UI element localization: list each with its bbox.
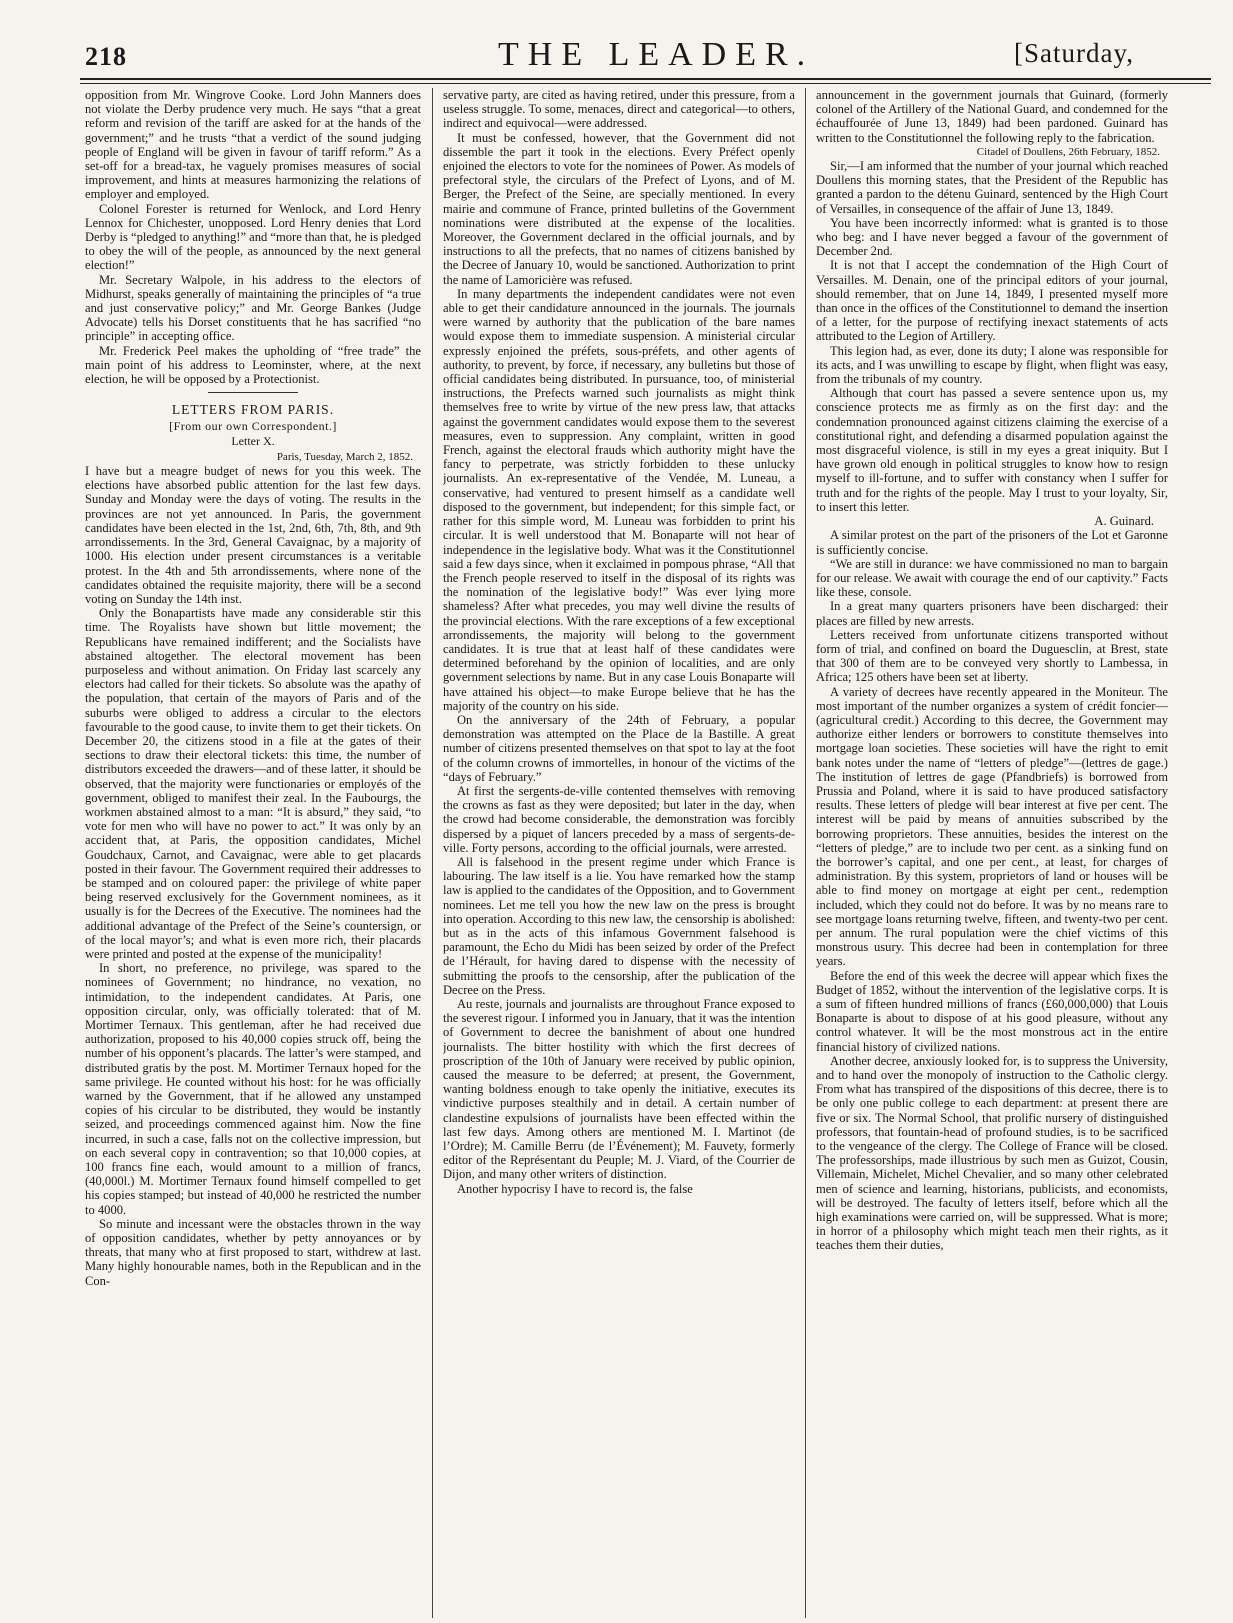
section-heading: LETTERS FROM PARIS.	[171, 402, 335, 418]
dateline: Paris, Tuesday, March 2, 1852.	[276, 450, 413, 463]
paragraph: You have been incorrectly informed: what is granted is to those who beg: and I have never begged a favour of the government of December 2nd.	[816, 215, 1168, 259]
paragraph: So minute and incessant were the obstacles thrown in the way of opposition candidates, whether by petty annoyances or by threats, that many who at first proposed to start, withdrew at last. Many highly honourable names, both in the Republican and in the Con-	[85, 1216, 421, 1288]
paragraph: Mr. Secretary Walpole, in his address to the electors of Midhurst, speaks generally of maintaining the principles of “a true and just conservative policy;” and Mr. George Bankes (Judge Advocate) tells his Dorset constituents that he has sacrified “no principle” in accepting office.	[85, 272, 421, 344]
column-1	[85, 88, 421, 1616]
paragraph: A variety of decrees have recently appeared in the Moniteur. The most important of the number organizes a system of crédit foncier—(agricultural credit.) According to this decree, the Government may authorize either lenders or borrowers to constitute themselves into mortgage loan societies. These societies will have the right to emit bank notes under the name of “letters of pledge”—(lettres de gage.) The institution of lettres de gage (Pfandbriefs) is borrowed from Prussia and Poland, where it is said to have produced satisfactory results. These letters of pledge will bear interest at five per cent. The interest will be paid by means of annuities subscribed by the borrowing proprietors. These annuities, besides the interest on the “letters of pledge,” are to include two per cent. as a sinking fund on the borrower’s capital, and one per cent., at least, for charges of administration. By this system, proprietors of land or houses will be able to find money on mortgage at eight per cent., redemption included, which they could not do before. It was by no means rare to see mortgage loans returning twelve, fifteen, and twenty-two per cent. per annum. The rural population were the chief victims of this monstrous usury. This decree had been in contemplation for three years.	[816, 684, 1168, 969]
letter-number: Letter X.	[231, 433, 275, 448]
paragraph: A similar protest on the part of the prisoners of the Lot et Garonne is sufficiently concise.	[816, 528, 1168, 557]
paragraph: In many departments the independent candidates were not even able to get their candidature announced in the journals. The journals were warned by authority that the publication of the bare names would expose them to immediate suspension. A ministerial circular expressly enjoined the préfets, sous-préfets, and other agents of authority, to prevent, by force, if necessary, any bulletins but those of official candidates being distributed. In pursuance, too, of ministerial instructions, the Prefects warned such journalists as might think themselves free to write by virtue of the new press law, that attacks against the government candidates would expose them to the severest measures, even to suppression. Any complaint, written in good French, against the electoral frauds which authority might have the fancy to perpetrate, was strictly forbidden to these unlucky journalists. An ex-representative of the Vendée, M. Luneau, a conservative, had ventured to present himself as a candidate well disposed to the government, but independent; for this simple fact, or rather for this simple word, M. Luneau was forbidden to print his circular. It is well understood that M. Bonaparte will not hear of independence in the legislative body. What was it the Constitutionnel said a few days since, when it exclaimed in pompous phrase, “All that the French people reserved to itself in the disposal of its rights was the nomination of the legislative body!” Was ever lying more shameless? After what precedes, you may well divine the results of the provincial elections. With the rare exceptions of a few exceptional arrondissements, the majority will belong to the government candidates. It is true that at least half of these candidates were determined beforehand by the opinion of localities, and are only government selections by name. But in any case Louis Bonaparte will have attained his object—to make Europe believe that he has the majority of the country on his side.	[443, 286, 795, 713]
paragraph: Colonel Forester is returned for Wenlock, and Lord Henry Lennox for Chichester, unopposed. Lord Henry denies that Lord Derby is “pledged to anything!” and “more than that, he is pledged to obey the will of the people, as announced by the next general election!”	[85, 201, 421, 273]
signature: A. Guinard.	[1094, 514, 1154, 529]
paragraph: Letters received from unfortunate citizens transported without form of trial, and confined on board the Duguesclin, at Brest, state that 300 of them are to be conveyed very shortly to Lambessa, in Africa; 125 others have been set at liberty.	[816, 627, 1168, 685]
column-divider-1	[432, 88, 433, 1618]
section-subheading: [From our own Correspondent.]	[169, 419, 337, 434]
paragraph: In a great many quarters prisoners have been discharged: their places are filled by new arrests.	[816, 599, 1168, 628]
header-rule	[80, 78, 1211, 80]
paragraph: “We are still in durance: we have commissioned no man to bargain for our release. We await with courage the end of our captivity.” Facts like these, console.	[816, 556, 1168, 600]
paragraph: Only the Bonapartists have made any considerable stir this time. The Royalists have shown but little movement; the Republicans have remained indifferent; and the Socialists have abstained altogether. The electoral movement has been purposeless and without animation. On Friday last scarcely any electors had called for their tickets. So absolute was the apathy of the population, that certain of the mayors of Paris and of the suburbs were obliged to address a circular to the electors favourable to the good cause, to invite them to get their tickets. On December 20, the citizens stood in a file at the gates of their sections to draw their electoral tickets: this time, the number of distributors exceeded the drawers—and of these latter, it should be observed, that the majority were functionaries or employés of the government, obliged to manifest their zeal. In the Faubourgs, the workmen abstained almost to a man: “It is absurd,” they said, “to vote for men who will have no power to act.” It was only by an accident that, at Paris, the opposition candidates, Michel Goudchaux, Carnot, and Cavaignac, were able to get placards posted in their favour. The Government required their addresses to be stamped and on coloured paper: the privilege of white paper being reserved exclusively for the Government nominees, as it usually is for the Decrees of the Executive. The nominees had the additional advantage of the Prefect of the Seine’s countersign, or of the local mayor’s; and what is even more rich, their placards were printed and posted at the expense of the municipality!	[85, 606, 421, 961]
paragraph: I have but a meagre budget of news for you this week. The elections have absorbed public attention for the last few days. Sunday and Monday were the days of voting. The results in the provinces are not yet announced. In Paris, the government candidates have been elected in the 1st, 2nd, 6th, 7th, 8th, and 9th arrondissements. In the 3rd, General Cavaignac, by a majority of 1000. His election under present circumstances is a veritable protest. In the 4th and 5th arrondissements, where none of the candidates obtained the requisite majority, there will be a second voting on Sunday the 14th inst.	[85, 464, 421, 606]
section-rule	[208, 392, 298, 393]
paragraph: This legion had, as ever, done its duty; I alone was responsible for its acts, and I was unwilling to escape by flight, when flight was easy, from the tribunals of my country.	[816, 343, 1168, 387]
paragraph: servative party, are cited as having retired, under this pressure, from a useless struggle. To some, menaces, direct and categorical—to others, indirect and equivocal—were addressed.	[443, 88, 795, 131]
paragraph: Mr. Frederick Peel makes the upholding of “free trade” the main point of his address to Leominster, where, at the next election, he will be opposed by a Protectionist.	[85, 343, 421, 387]
day-label: [Saturday,	[1014, 38, 1134, 68]
masthead-title: THE LEADER.	[498, 36, 815, 73]
paragraph: Another decree, anxiously looked for, is to suppress the University, and to hand over the monopoly of instruction to the Catholic clergy. From what has transpired of the dispositions of this decree, there is to be only one public college to each department: at present there are five or six. The Normal School, that prolific nursery of distinguished professors, that fountain-head of profound studies, is to be sacrificed to the vengeance of the clergy. The College of France will be closed. The professorships, made illustrious by such men as Guizot, Cousin, Villemain, Michelet, Michel Chevalier, and so many other celebrated men of science and learning, historians, publicists, and economists, will be destroyed. The faculty of letters itself, before which all the high examinations were carried on, will be suppressed. What is more; in horror of a philosophy which might teach men their rights, as it teaches them their duties,	[816, 1053, 1168, 1253]
paragraph: In short, no preference, no privilege, was spared to the nominees of Government; no hindrance, no vexation, no intimidation, to the independent candidates. At Paris, one opposition circular, only, was officially tolerated: that of M. Mortimer Ternaux. This gentleman, after he had received due authorization, proposed to his 40,000 copies struck off, being the number of his opponent’s placards. The latter’s were stamped, and distributed gratis by the post. M. Mortimer Ternaux hoped for the same privilege. He counted without his host: for he was officially warned by the Government, that if he allowed any unstamped copies of his circular to be distributed, they would be instantly seized, and proceedings commenced against him. Now the fine incurred, in such a case, falls not on the collective impression, but on each several copy in contravention; so that 10,000 copies, at 100 francs fine each, would amount to a million of francs, (40,000l.) M. Mortimer Ternaux found himself compelled to get his copies stamped; but instead of 40,000 he restricted the number to 4000.	[85, 961, 421, 1217]
paragraph: On the anniversary of the 24th of February, a popular demonstration was attempted on the Place de la Bastille. A great number of citizens presented themselves on that spot to lay at the foot of the column crowns of immortelles, in honour of the victims of the “days of February.”	[443, 712, 795, 784]
column-2	[443, 88, 795, 1616]
dateline: Citadel of Doullens, 26th February, 1852.	[976, 145, 1160, 158]
paragraph: All is falsehood in the present regime under which France is labouring. The law itself is a lie. You have remarked how the stamp law is applied to the candidates of the Opposition, and to Government nominees. Let me tell you how the new law on the press is brought into operation. According to this new law, the censorship is abolished: but as in the acts of this infamous Government falsehood is paramount, the Echo du Midi has been seized by order of the Prefect de l’Hérault, for having dared to dispense with the necessity of submitting the proofs to the censorship, after the publication of the Decree on the Press.	[443, 854, 795, 997]
paragraph: announcement in the government journals that Guinard, (formerly colonel of the Artillery of the National Guard, and condemned for the échauffourée of June 13, 1849) had been pardoned. Guinard has written to the Constitutionnel the following reply to the fabrication.	[816, 88, 1168, 145]
paragraph: Before the end of this week the decree will appear which fixes the Budget of 1852, without the intervention of the legislative corps. It is a sum of fifteen hundred millions of francs (£60,000,000) that Louis Bonaparte is about to dispose of at his good pleasure, without any control whatever. It will be the most monstrous act in the entire financial history of civilized nations.	[816, 968, 1168, 1054]
paragraph: It is not that I accept the condemnation of the High Court of Versailles. M. Denain, one of the principal editors of your journal, should remember, that on June 14, 1849, I presented myself more than once in the offices of the Constitutionnel to demand the insertion of a letter, for the purpose of rectifying inexact statements of acts attributed to the Legion of Artillery.	[816, 258, 1168, 344]
column-divider-2	[805, 88, 806, 1618]
header-rule-thin	[80, 83, 1211, 84]
paragraph: Although that court has passed a severe sentence upon us, my conscience protects me as firmly as on the first day: and the condemnation pronounced against citizens claiming the exercise of a constitutional right, and defending a disarmed population against the most disgraceful violence, is still in my eyes a great iniquity. But I have grown old enough in political struggles to know how to resign myself to ill-fortune, and to suffer with constancy when I suffer for truth and for the rights of the people. May I trust to your loyalty, Sir, to insert this letter.	[816, 386, 1168, 514]
paragraph: Sir,—I am informed that the number of your journal which reached Doullens this morning states, that the President of the Republic has granted a pardon to the détenu Guinard, sentenced by the High Court of Versailles, in consequence of the affair of June 13, 1849.	[816, 159, 1168, 216]
paragraph: Au reste, journals and journalists are throughout France exposed to the severest rigour. I informed you in January, that it was the intention of Government to decree the banishment of about one hundred journalists. The bitter hostility with which the first decrees of proscription of the 10th of January were received by public opinion, caused the measure to be deferred; at present, the Government, wanting boldness enough to take openly the initiative, executes its vindictive purposes stealthily and in detail. A certain number of clandestine expulsions of journalists have been effected within the last few days. Among others are mentioned M. I. Martinot (de l’Ordre); M. Camille Berru (de l’Événement); M. Fauvety, formerly editor of the Représentant du Peuple; M. J. Viard, of the Courrier de Dijon, and many other writers of distinction.	[443, 997, 795, 1182]
paragraph: It must be confessed, however, that the Government did not dissemble the part it took in the elections. Every Préfect openly enjoined the electors to vote for the nominees of Power. As models of prefectoral style, the circulars of the Prefect of Lyons, and of M. Berger, the Prefect of the Seine, are specially mentioned. In every mairie and commune of France, printed bulletins of the Government nominations were distributed at the expense of the localities. Moreover, the Government declared in the official journals, and by instructions to all the prefects, that no names of citizens banished by the Decree of January 10, would be sanctioned. Authorization to print the name of Lamoricière was refused.	[443, 130, 795, 287]
paragraph: opposition from Mr. Wingrove Cooke. Lord John Manners does not violate the Derby prudence very much. He says “that a great reform and revision of the tariff are asked for at the hands of the government;” and he trusts “that a verdict of the sound judging people of England will be given in favour of tariff reform.” As a set-off for a bread-tax, he vaguely promises measures of social improvement, and hints at measures harmonizing the relations of employer and employed.	[85, 88, 421, 202]
paragraph: Another hypocrisy I have to record is, the false	[457, 1181, 693, 1196]
paragraph: At first the sergents-de-ville contented themselves with removing the crowns as fast as they were deposited; but later in the day, when the crowd had become considerable, the demonstration was forcibly dispersed by a piquet of lancers preceded by a mass of sergents-de-ville. Forty persons, according to the official journals, were arrested.	[443, 783, 795, 855]
page-number: 218	[85, 42, 127, 71]
column-3	[816, 88, 1168, 1616]
